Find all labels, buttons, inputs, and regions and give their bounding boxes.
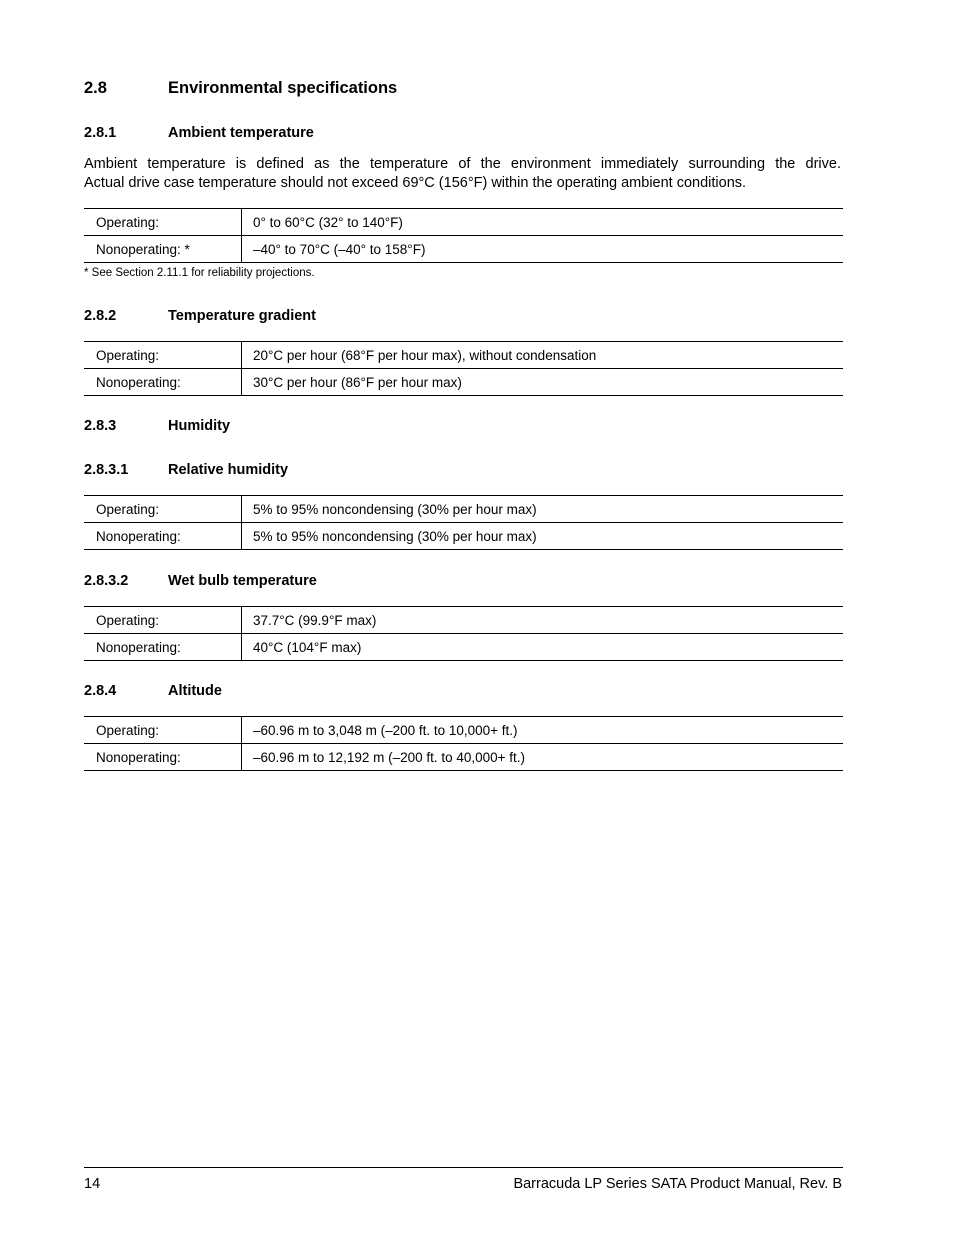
row-value: 20°C per hour (68°F per hour max), without condensation xyxy=(242,342,844,369)
subsection-title-ambient: Ambient temperature xyxy=(168,125,314,141)
row-label: Nonoperating: xyxy=(84,744,242,771)
table-row xyxy=(84,717,843,744)
altitude-table xyxy=(84,716,843,771)
subsection-number-gradient: 2.8.2 xyxy=(84,308,117,324)
subsection-title-gradient: Temperature gradient xyxy=(168,308,316,324)
row-label: Operating: xyxy=(84,209,242,236)
row-value: 5% to 95% noncondensing (30% per hour max) xyxy=(242,523,844,550)
row-label: Operating: xyxy=(84,607,242,634)
table-row xyxy=(84,496,843,523)
subsection-number-humidity: 2.8.3 xyxy=(84,418,117,434)
wet-bulb-temperature-table xyxy=(84,606,843,661)
subsection-title-wet-bulb: Wet bulb temperature xyxy=(168,573,317,589)
ambient-paragraph-line-2: Actual drive case temperature should not exceed 69°C (156°F) within the operating ambient conditions. xyxy=(84,175,747,191)
table-row xyxy=(84,342,843,369)
row-value: –60.96 m to 3,048 m (–200 ft. to 10,000+ ft.) xyxy=(242,717,844,744)
document-title: Barracuda LP Series SATA Product Manual, Rev. B xyxy=(513,1176,842,1192)
section-number: 2.8 xyxy=(84,79,107,97)
row-value: 40°C (104°F max) xyxy=(242,634,844,661)
row-value: –40° to 70°C (–40° to 158°F) xyxy=(242,236,844,263)
table-row xyxy=(84,607,843,634)
row-label: Operating: xyxy=(84,496,242,523)
temperature-gradient-table xyxy=(84,341,843,396)
row-label: Nonoperating: xyxy=(84,369,242,396)
row-value: 5% to 95% noncondensing (30% per hour max) xyxy=(242,496,844,523)
row-value: 30°C per hour (86°F per hour max) xyxy=(242,369,844,396)
subsection-title-altitude: Altitude xyxy=(168,683,222,699)
footer-divider xyxy=(84,1167,843,1168)
row-value: 37.7°C (99.9°F max) xyxy=(242,607,844,634)
subsection-title-humidity: Humidity xyxy=(168,418,231,434)
table-row xyxy=(84,634,843,661)
page-number: 14 xyxy=(84,1176,101,1192)
row-label: Nonoperating: * xyxy=(84,236,242,263)
ambient-temperature-table xyxy=(84,208,843,263)
table-row xyxy=(84,236,843,263)
subsection-number-relative-humidity: 2.8.3.1 xyxy=(84,462,129,478)
subsection-title-relative-humidity: Relative humidity xyxy=(168,462,289,478)
row-label: Operating: xyxy=(84,342,242,369)
row-label: Nonoperating: xyxy=(84,634,242,661)
row-value: 0° to 60°C (32° to 140°F) xyxy=(242,209,844,236)
subsection-number-ambient: 2.8.1 xyxy=(84,125,117,141)
subsection-number-altitude: 2.8.4 xyxy=(84,683,117,699)
ambient-footnote: * See Section 2.11.1 for reliability projections. xyxy=(84,267,315,279)
table-row xyxy=(84,369,843,396)
table-row xyxy=(84,523,843,550)
table-row xyxy=(84,209,843,236)
row-label: Nonoperating: xyxy=(84,523,242,550)
subsection-number-wet-bulb: 2.8.3.2 xyxy=(84,573,129,589)
row-label: Operating: xyxy=(84,717,242,744)
table-row xyxy=(84,744,843,771)
section-title: Environmental specifications xyxy=(168,79,398,97)
row-value: –60.96 m to 12,192 m (–200 ft. to 40,000+ ft.) xyxy=(242,744,844,771)
relative-humidity-table xyxy=(84,495,843,550)
ambient-paragraph-line-1: Ambient temperature is defined as the temperature of the environment immediately surrounding the drive. xyxy=(84,156,841,172)
ambient-paragraph xyxy=(84,155,841,193)
